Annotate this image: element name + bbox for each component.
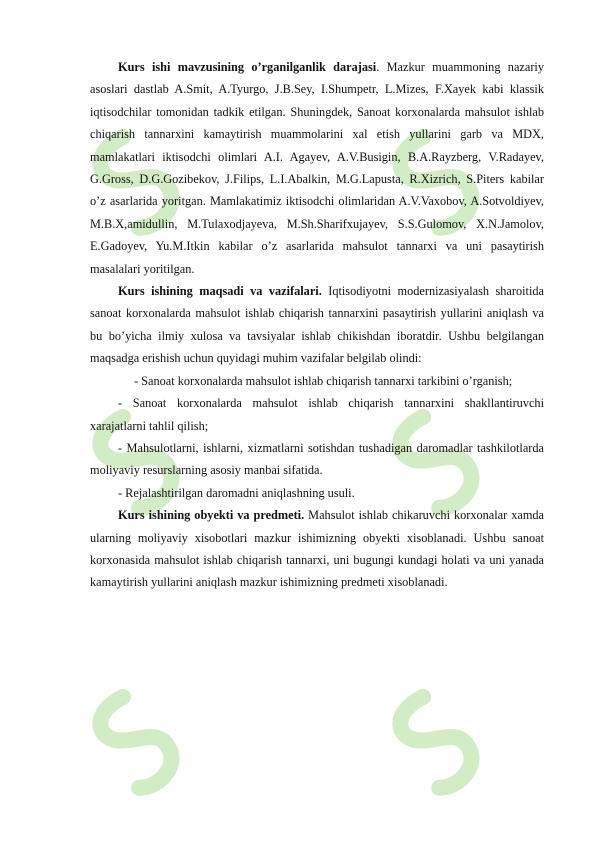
watermark-logo-icon <box>64 665 210 815</box>
list-item: - Sanoat korxonalarda mahsulot ishlab chiqarish tannarxi tarkibini o’rganish; <box>134 373 513 388</box>
heading-goals-and-tasks: Kurs ishining maqsadi va vazifalari. <box>118 284 322 299</box>
paragraph-goals-and-tasks <box>90 280 544 370</box>
watermark-logo-icon <box>364 665 510 815</box>
text-degree-of-study: . Mazkur muammoning nazariy asoslari dastlab A.Smit, A.Tyurgo, J.B.Sey, I.Shumpetr, L.Mizes, F.Xayek kabi klassik iqtisodchilar tomonidan tadkik etilgan. Shuningdek, Sanoat korxonalarda mahsulot ishlab chiqarish tannarxini kamaytirish muammolarini xal etish yullarini garb va MDX, mamlakatlari iktisodchi olimlari A.I. Agayev, A.V.Busigin, B.A.Rayzberg, V.Radayev, G.Gross, D.G.Gozibekov, J.Filips, L.I.Abalkin, M.G.Lapusta, R.Xizrich, S.Piters kabilar o’z asarlarida yoritgan. Mamlakatimiz iktisodchi olimlaridan A.V.Vaxobov, A.Sotvoldiyev, M.B.X,amidullin, M.Tulaxodjayeva, M.Sh.Sharifxujayev, S.S.Gulomov, X.N.Jamolov, E.Gadoyev, Yu.M.Itkin kabilar o’z asarlarida mahsulot tannarxi va uni pasaytirish masalalari yoritilgan. <box>90 60 544 276</box>
text-goals-and-tasks: Iqtisodiyotni modernizasiyalash sharoitida sanoat korxonalarda mahsulot ishlab chiqarish tannarxini pasaytirish yullarini aniqlash va bu bo’yicha ilmiy xulosa va tavsiyalar ishlab chikishdan iboratdir. Ushbu belgilangan maqsadga erishish uchun quyidagi muhim vazifalar belgilab olindi: <box>90 284 544 366</box>
heading-degree-of-study: Kurs ishi mavzusining o’rganilganlik darajasi <box>118 60 377 74</box>
paragraph-degree-of-study <box>90 56 544 280</box>
list-item: - Sanoat korxonalarda mahsulot ishlab chiqarish tannarxini shakllantiruvchi xarajatlarni tahlil qilish; <box>90 396 544 433</box>
text-object-and-subject: Mahsulot ishlab chikaruvchi korxonalar xamda ularning moliyaviy xisobotlari mazkur ishimizning obyekti xisoblanadi. Ushbu sanoat korxonasida mahsulot ishlab chiqarish tannarxi, uni bugungi kundagi holati va uni yanada kamaytirish yullarini aniqlash mazkur ishimizning predmeti xisoblanadi. <box>90 508 544 590</box>
list-item: - Rejalashtirilgan daromadni aniqlashning usuli. <box>118 485 355 500</box>
heading-object-and-subject: Kurs ishining obyekti va predmeti. <box>118 508 305 523</box>
list-item: - Mahsulotlarni, ishlarni, xizmatlarni sotishdan tushadigan daromadlar tashkilotlarda moliyaviy resurslarning asosiy manbai sifatida. <box>90 440 544 478</box>
paragraph-object-and-subject <box>90 504 544 594</box>
body-text <box>90 56 544 594</box>
